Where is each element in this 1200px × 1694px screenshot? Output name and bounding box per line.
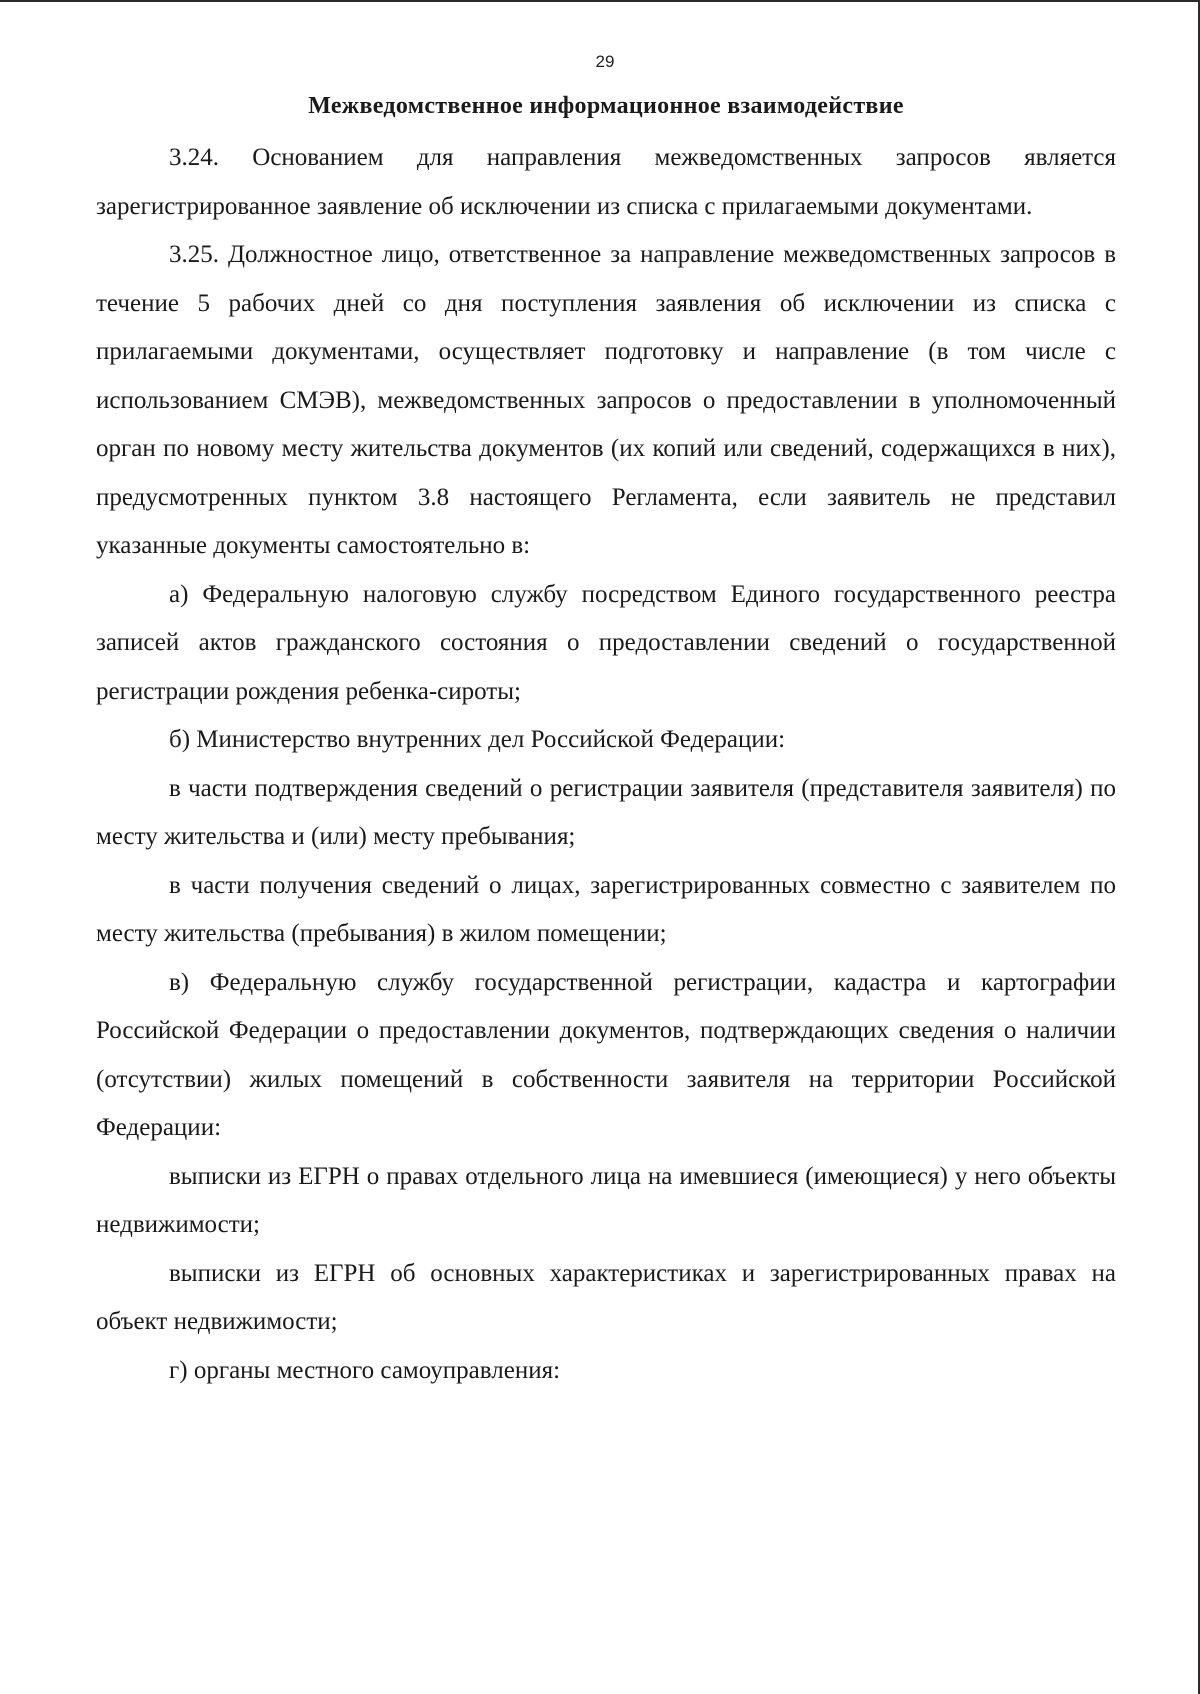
page-number: 29 bbox=[595, 52, 615, 71]
sub-item-egrn-rights: выписки из ЕГРН о правах отдельного лица на имевшиеся (имеющиеся) у него объекты недвижимости; bbox=[96, 1162, 1116, 1238]
document-body bbox=[96, 134, 1116, 1395]
section-heading: Межведомственное информационное взаимодействие bbox=[308, 93, 904, 119]
sub-item-registration: в части подтверждения сведений о регистрации заявителя (представителя заявителя) по месту жительства и (или) месту пребывания; bbox=[96, 774, 1116, 850]
list-item-b: б) Министерство внутренних дел Российской Федерации: bbox=[169, 726, 786, 753]
paragraph-3-25: 3.25. Должностное лицо, ответственное за направление межведомственных запросов в течение 5 рабочих дней со дня поступления заявления об исключении из списка с прилагаемыми документами, осуществляет подготовку и направление (в том числе с использованием СМЭВ), межведомственных запросов о предоставлении в уполномоченный орган по новому месту жительства документов (их копий или сведений, содержащихся в них), предусмотренных пунктом 3.8 настоящего Регламента, если заявитель не представил указанные документы самостоятельно в: bbox=[96, 241, 1116, 559]
paragraph-3-24: 3.24. Основанием для направления межведомственных запросов является зарегистрированное заявление об исключении из списка с прилагаемыми документами. bbox=[96, 144, 1116, 220]
scan-border-top bbox=[0, 0, 1200, 2]
list-item-a: а) Федеральную налоговую службу посредством Единого государственного реестра записей актов гражданского состояния о предоставлении сведений о государственной регистрации рождения ребенка-сироты; bbox=[96, 580, 1116, 705]
list-item-g: г) органы местного самоуправления: bbox=[169, 1356, 561, 1384]
sub-item-cohabitants: в части получения сведений о лицах, зарегистрированных совместно с заявителем по месту жительства (пребывания) в жилом помещении; bbox=[96, 871, 1116, 947]
sub-item-egrn-characteristics: выписки из ЕГРН об основных характеристиках и зарегистрированных правах на объект недвижимости; bbox=[96, 1259, 1116, 1335]
list-item-v: в) Федеральную службу государственной регистрации, кадастра и картографии Российской Федерации о предоставлении документов, подтверждающих сведения о наличии (отсутствии) жилых помещений в собственности заявителя на территории Российской Федерации: bbox=[96, 968, 1116, 1141]
